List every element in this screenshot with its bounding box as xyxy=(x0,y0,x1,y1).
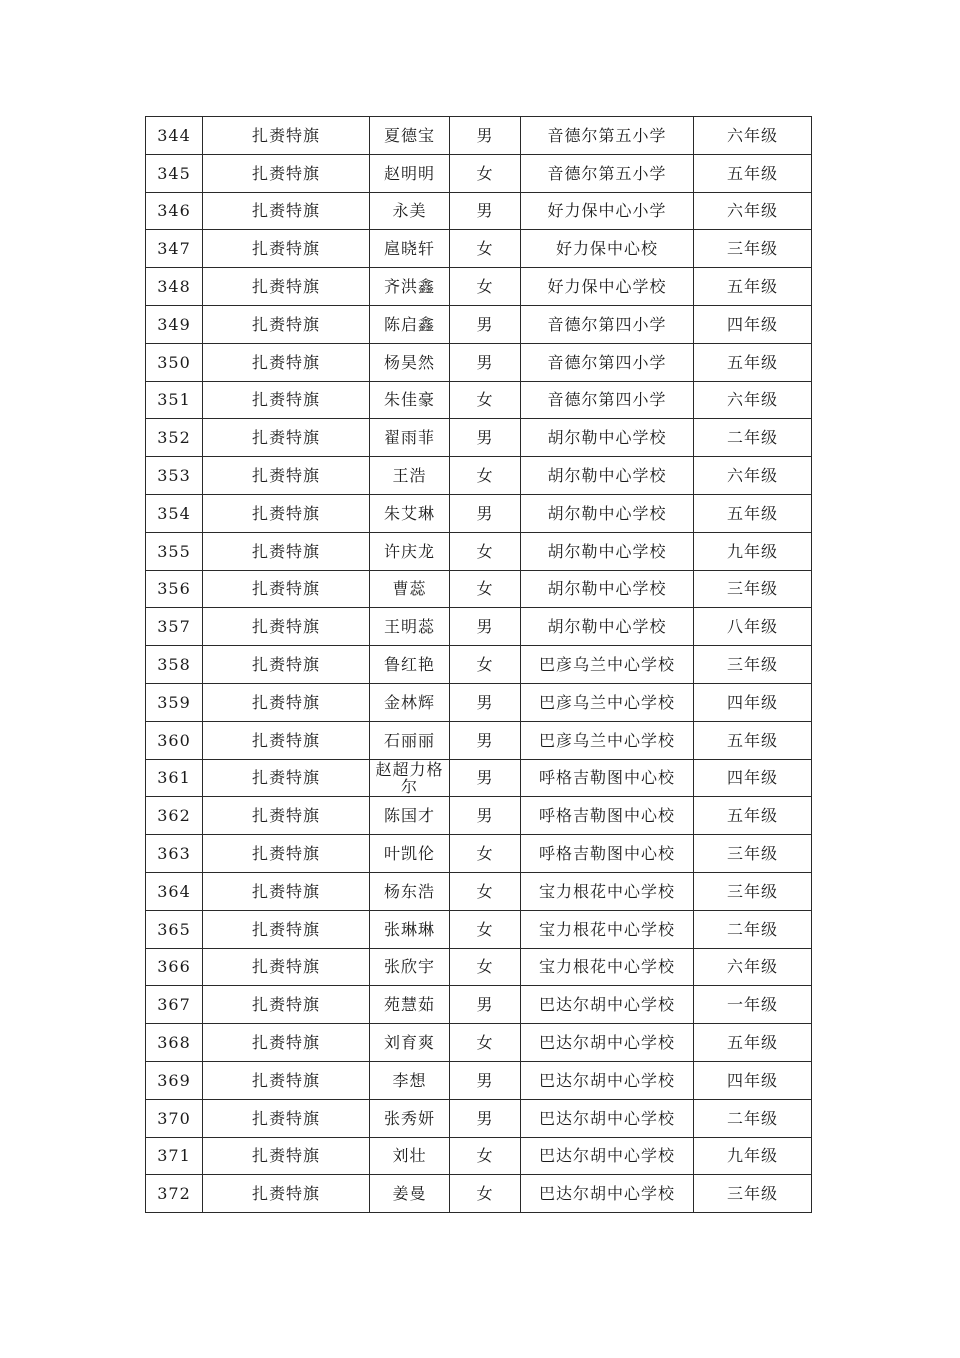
cell-school: 巴彦乌兰中心学校 xyxy=(521,721,694,759)
table-row xyxy=(146,343,812,381)
cell-name: 永美 xyxy=(370,192,450,230)
cell-region: 扎赉特旗 xyxy=(203,305,370,343)
cell-gender: 女 xyxy=(450,646,521,684)
cell-number: 350 xyxy=(146,343,203,381)
cell-name: 朱艾琳 xyxy=(370,494,450,532)
cell-number: 351 xyxy=(146,381,203,419)
cell-school: 呼格吉勒图中心校 xyxy=(521,797,694,835)
cell-name: 杨东浩 xyxy=(370,872,450,910)
table-row xyxy=(146,305,812,343)
cell-name: 陈启鑫 xyxy=(370,305,450,343)
cell-school: 宝力根花中心学校 xyxy=(521,948,694,986)
cell-grade: 一年级 xyxy=(694,986,812,1024)
cell-grade: 四年级 xyxy=(694,759,812,797)
cell-name: 杨昊然 xyxy=(370,343,450,381)
cell-region: 扎赉特旗 xyxy=(203,1099,370,1137)
cell-gender: 男 xyxy=(450,797,521,835)
cell-number: 356 xyxy=(146,570,203,608)
cell-number: 371 xyxy=(146,1137,203,1175)
table-row xyxy=(146,1061,812,1099)
cell-gender: 男 xyxy=(450,759,521,797)
cell-name: 翟雨菲 xyxy=(370,419,450,457)
table-row xyxy=(146,986,812,1024)
cell-school: 巴达尔胡中心学校 xyxy=(521,1061,694,1099)
table-row xyxy=(146,230,812,268)
cell-gender: 女 xyxy=(450,835,521,873)
cell-grade: 三年级 xyxy=(694,646,812,684)
cell-name: 张欣宇 xyxy=(370,948,450,986)
table-row xyxy=(146,1099,812,1137)
cell-grade: 三年级 xyxy=(694,872,812,910)
cell-region: 扎赉特旗 xyxy=(203,343,370,381)
cell-grade: 六年级 xyxy=(694,117,812,155)
cell-school: 胡尔勒中心学校 xyxy=(521,570,694,608)
cell-grade: 六年级 xyxy=(694,381,812,419)
cell-grade: 五年级 xyxy=(694,343,812,381)
cell-gender: 女 xyxy=(450,910,521,948)
cell-gender: 男 xyxy=(450,986,521,1024)
cell-school: 胡尔勒中心学校 xyxy=(521,608,694,646)
cell-gender: 女 xyxy=(450,1024,521,1062)
cell-name: 赵明明 xyxy=(370,154,450,192)
cell-name: 金林辉 xyxy=(370,683,450,721)
table-row xyxy=(146,494,812,532)
cell-school: 音德尔第四小学 xyxy=(521,381,694,419)
cell-number: 344 xyxy=(146,117,203,155)
cell-grade: 五年级 xyxy=(694,797,812,835)
cell-grade: 六年级 xyxy=(694,948,812,986)
cell-number: 347 xyxy=(146,230,203,268)
cell-number: 366 xyxy=(146,948,203,986)
table-row xyxy=(146,419,812,457)
cell-number: 355 xyxy=(146,532,203,570)
cell-grade: 九年级 xyxy=(694,532,812,570)
cell-number: 345 xyxy=(146,154,203,192)
cell-name: 曹蕊 xyxy=(370,570,450,608)
cell-gender: 男 xyxy=(450,721,521,759)
cell-number: 348 xyxy=(146,268,203,306)
cell-name: 赵超力格尔 xyxy=(370,759,450,797)
cell-school: 音德尔第四小学 xyxy=(521,305,694,343)
cell-name: 张秀妍 xyxy=(370,1099,450,1137)
cell-gender: 女 xyxy=(450,457,521,495)
cell-grade: 九年级 xyxy=(694,1137,812,1175)
cell-school: 好力保中心小学 xyxy=(521,192,694,230)
table-row xyxy=(146,532,812,570)
cell-region: 扎赉特旗 xyxy=(203,457,370,495)
table-row xyxy=(146,721,812,759)
table-row xyxy=(146,948,812,986)
cell-gender: 男 xyxy=(450,305,521,343)
cell-grade: 二年级 xyxy=(694,910,812,948)
cell-region: 扎赉特旗 xyxy=(203,797,370,835)
table-row xyxy=(146,570,812,608)
table-row xyxy=(146,683,812,721)
cell-name: 齐洪鑫 xyxy=(370,268,450,306)
cell-grade: 四年级 xyxy=(694,1061,812,1099)
cell-school: 呼格吉勒图中心校 xyxy=(521,835,694,873)
cell-number: 361 xyxy=(146,759,203,797)
cell-gender: 女 xyxy=(450,1175,521,1213)
cell-number: 368 xyxy=(146,1024,203,1062)
cell-gender: 女 xyxy=(450,532,521,570)
cell-region: 扎赉特旗 xyxy=(203,494,370,532)
cell-gender: 女 xyxy=(450,154,521,192)
cell-gender: 女 xyxy=(450,872,521,910)
cell-gender: 女 xyxy=(450,948,521,986)
cell-gender: 男 xyxy=(450,683,521,721)
cell-name: 石丽丽 xyxy=(370,721,450,759)
cell-number: 352 xyxy=(146,419,203,457)
cell-name: 扈晓轩 xyxy=(370,230,450,268)
table-row xyxy=(146,759,812,797)
cell-gender: 女 xyxy=(450,268,521,306)
cell-region: 扎赉特旗 xyxy=(203,117,370,155)
cell-region: 扎赉特旗 xyxy=(203,948,370,986)
cell-school: 巴彦乌兰中心学校 xyxy=(521,646,694,684)
cell-region: 扎赉特旗 xyxy=(203,1024,370,1062)
cell-grade: 三年级 xyxy=(694,570,812,608)
roster-body xyxy=(146,117,812,1213)
cell-school: 宝力根花中心学校 xyxy=(521,910,694,948)
cell-number: 354 xyxy=(146,494,203,532)
cell-grade: 二年级 xyxy=(694,419,812,457)
cell-name: 苑慧茹 xyxy=(370,986,450,1024)
cell-grade: 八年级 xyxy=(694,608,812,646)
cell-grade: 二年级 xyxy=(694,1099,812,1137)
student-roster-table xyxy=(145,116,812,1213)
cell-name: 叶凯伦 xyxy=(370,835,450,873)
cell-school: 宝力根花中心学校 xyxy=(521,872,694,910)
cell-school: 好力保中心学校 xyxy=(521,268,694,306)
cell-region: 扎赉特旗 xyxy=(203,986,370,1024)
cell-grade: 五年级 xyxy=(694,1024,812,1062)
cell-grade: 五年级 xyxy=(694,494,812,532)
table-row xyxy=(146,835,812,873)
cell-grade: 三年级 xyxy=(694,1175,812,1213)
cell-grade: 三年级 xyxy=(694,230,812,268)
cell-region: 扎赉特旗 xyxy=(203,532,370,570)
table-row xyxy=(146,381,812,419)
cell-number: 370 xyxy=(146,1099,203,1137)
table-row xyxy=(146,910,812,948)
cell-name: 李想 xyxy=(370,1061,450,1099)
cell-region: 扎赉特旗 xyxy=(203,1061,370,1099)
table-row xyxy=(146,1175,812,1213)
cell-grade: 三年级 xyxy=(694,835,812,873)
cell-region: 扎赉特旗 xyxy=(203,192,370,230)
cell-number: 359 xyxy=(146,683,203,721)
cell-gender: 男 xyxy=(450,1099,521,1137)
table-row xyxy=(146,872,812,910)
cell-number: 353 xyxy=(146,457,203,495)
table-row xyxy=(146,797,812,835)
cell-number: 364 xyxy=(146,872,203,910)
cell-school: 呼格吉勒图中心校 xyxy=(521,759,694,797)
cell-number: 360 xyxy=(146,721,203,759)
cell-region: 扎赉特旗 xyxy=(203,872,370,910)
cell-grade: 五年级 xyxy=(694,721,812,759)
cell-school: 音德尔第四小学 xyxy=(521,343,694,381)
cell-grade: 六年级 xyxy=(694,192,812,230)
table-row xyxy=(146,268,812,306)
cell-region: 扎赉特旗 xyxy=(203,570,370,608)
cell-region: 扎赉特旗 xyxy=(203,230,370,268)
cell-region: 扎赉特旗 xyxy=(203,646,370,684)
cell-gender: 男 xyxy=(450,117,521,155)
cell-gender: 男 xyxy=(450,608,521,646)
cell-number: 349 xyxy=(146,305,203,343)
cell-gender: 男 xyxy=(450,1061,521,1099)
cell-region: 扎赉特旗 xyxy=(203,835,370,873)
cell-grade: 四年级 xyxy=(694,683,812,721)
table-row xyxy=(146,154,812,192)
cell-number: 357 xyxy=(146,608,203,646)
table-row xyxy=(146,192,812,230)
cell-name: 王明蕊 xyxy=(370,608,450,646)
cell-number: 363 xyxy=(146,835,203,873)
cell-region: 扎赉特旗 xyxy=(203,683,370,721)
cell-region: 扎赉特旗 xyxy=(203,154,370,192)
table-row xyxy=(146,608,812,646)
cell-number: 369 xyxy=(146,1061,203,1099)
cell-gender: 男 xyxy=(450,343,521,381)
cell-name: 夏德宝 xyxy=(370,117,450,155)
cell-region: 扎赉特旗 xyxy=(203,910,370,948)
cell-school: 巴彦乌兰中心学校 xyxy=(521,683,694,721)
cell-number: 358 xyxy=(146,646,203,684)
table-row xyxy=(146,457,812,495)
cell-number: 367 xyxy=(146,986,203,1024)
cell-gender: 男 xyxy=(450,419,521,457)
cell-school: 胡尔勒中心学校 xyxy=(521,419,694,457)
cell-number: 362 xyxy=(146,797,203,835)
table-row xyxy=(146,1137,812,1175)
cell-name: 姜曼 xyxy=(370,1175,450,1213)
cell-name: 王浩 xyxy=(370,457,450,495)
cell-number: 365 xyxy=(146,910,203,948)
cell-school: 胡尔勒中心学校 xyxy=(521,494,694,532)
cell-name: 张琳琳 xyxy=(370,910,450,948)
cell-school: 巴达尔胡中心学校 xyxy=(521,1175,694,1213)
cell-region: 扎赉特旗 xyxy=(203,608,370,646)
cell-name: 许庆龙 xyxy=(370,532,450,570)
cell-region: 扎赉特旗 xyxy=(203,1137,370,1175)
cell-school: 巴达尔胡中心学校 xyxy=(521,1024,694,1062)
cell-gender: 女 xyxy=(450,230,521,268)
cell-number: 346 xyxy=(146,192,203,230)
cell-school: 巴达尔胡中心学校 xyxy=(521,986,694,1024)
cell-gender: 男 xyxy=(450,494,521,532)
cell-grade: 五年级 xyxy=(694,268,812,306)
cell-region: 扎赉特旗 xyxy=(203,268,370,306)
cell-school: 巴达尔胡中心学校 xyxy=(521,1099,694,1137)
cell-region: 扎赉特旗 xyxy=(203,1175,370,1213)
cell-region: 扎赉特旗 xyxy=(203,419,370,457)
cell-gender: 女 xyxy=(450,1137,521,1175)
cell-school: 巴达尔胡中心学校 xyxy=(521,1137,694,1175)
cell-school: 胡尔勒中心学校 xyxy=(521,457,694,495)
table-row xyxy=(146,1024,812,1062)
cell-school: 好力保中心校 xyxy=(521,230,694,268)
cell-name: 刘壮 xyxy=(370,1137,450,1175)
cell-name: 朱佳豪 xyxy=(370,381,450,419)
cell-name: 陈国才 xyxy=(370,797,450,835)
cell-name: 鲁红艳 xyxy=(370,646,450,684)
cell-region: 扎赉特旗 xyxy=(203,381,370,419)
cell-grade: 六年级 xyxy=(694,457,812,495)
cell-gender: 男 xyxy=(450,192,521,230)
table-row xyxy=(146,646,812,684)
cell-gender: 女 xyxy=(450,570,521,608)
cell-grade: 四年级 xyxy=(694,305,812,343)
cell-number: 372 xyxy=(146,1175,203,1213)
cell-region: 扎赉特旗 xyxy=(203,721,370,759)
cell-school: 音德尔第五小学 xyxy=(521,154,694,192)
table-row xyxy=(146,117,812,155)
cell-name: 刘育爽 xyxy=(370,1024,450,1062)
cell-grade: 五年级 xyxy=(694,154,812,192)
cell-gender: 女 xyxy=(450,381,521,419)
cell-school: 胡尔勒中心学校 xyxy=(521,532,694,570)
cell-school: 音德尔第五小学 xyxy=(521,117,694,155)
cell-region: 扎赉特旗 xyxy=(203,759,370,797)
